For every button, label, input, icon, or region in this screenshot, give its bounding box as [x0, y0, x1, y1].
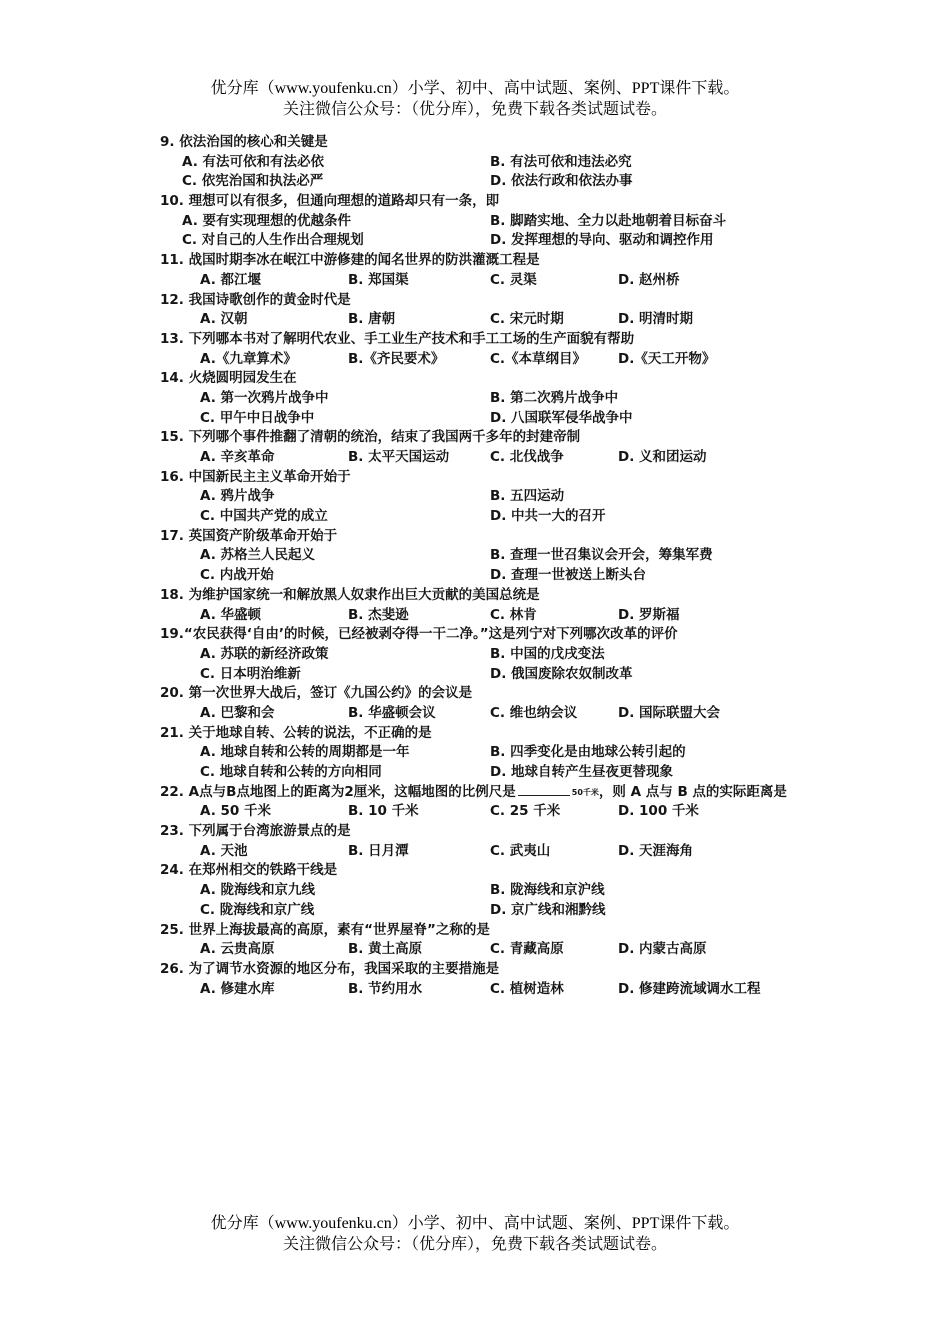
answer-option: B. 太平天国运动: [348, 449, 450, 465]
answer-option: A. 苏联的新经济政策: [200, 645, 329, 662]
answer-option: B. 脚踏实地、全力以赴地朝着目标奋斗: [490, 212, 727, 229]
option-row: [160, 645, 840, 665]
answer-option: D. 中共一大的召开: [490, 508, 606, 525]
option-row: [160, 566, 840, 586]
answer-option: C.《本草纲目》: [490, 350, 587, 367]
option-row: [160, 310, 840, 330]
question-stem: 9. 依法治国的核心和关键是: [160, 134, 328, 150]
option-row: [160, 507, 840, 527]
option-row: [160, 842, 840, 862]
option-row: [160, 743, 840, 763]
option-row: [160, 448, 840, 468]
option-row: [160, 881, 840, 901]
question-stem: 25. 世界上海拔最高的高原，素有“世界屋脊”之称的是: [160, 921, 490, 938]
answer-option: C. 中国共产党的成立: [200, 508, 328, 525]
question-item: [160, 428, 840, 467]
scale-bar: [518, 787, 570, 796]
question-item: [160, 960, 840, 999]
answer-option: B. 杰斐逊: [348, 606, 409, 623]
header-line-2: 关注微信公众号：（优分库），免费下载各类试题试卷。: [282, 101, 667, 118]
answer-option: D. 天涯海角: [618, 842, 694, 859]
question-stem: 12. 我国诗歌创作的黄金时代是: [160, 291, 351, 308]
question-stem: 16. 中国新民主主义革命开始于: [160, 468, 351, 485]
option-row: [160, 802, 840, 822]
answer-option: D. 内蒙古高原: [618, 941, 707, 958]
option-row: [160, 665, 840, 685]
question-item: [160, 192, 840, 251]
answer-option: B. 五四运动: [490, 488, 565, 505]
option-row: [160, 940, 840, 960]
answer-option: D. 罗斯福: [618, 606, 680, 623]
answer-option: C. 地球自转和公转的方向相同: [200, 764, 382, 780]
answer-option: A. 苏格兰人民起义: [200, 547, 316, 564]
answer-option: A. 鸦片战争: [200, 488, 275, 505]
answer-option: B. 中国的戊戌变法: [490, 645, 605, 662]
answer-option: C. 内战开始: [200, 567, 274, 584]
answer-option: D. 国际联盟大会: [618, 704, 721, 721]
question-stem: 20. 第一次世界大战后，签订《九国公约》的会议是: [160, 685, 473, 702]
option-row: [160, 546, 840, 566]
answer-option: A. 华盛顿: [200, 606, 262, 623]
option-row: [160, 389, 840, 409]
option-row: [160, 487, 840, 507]
option-row: [160, 271, 840, 291]
answer-option: D. 依法行政和依法办事: [490, 173, 633, 190]
question-item: [160, 724, 840, 783]
footer-line-2: 关注微信公众号：（优分库），免费下载各类试题试卷。: [282, 1236, 667, 1253]
question-item: [160, 783, 840, 822]
answer-option: D. 八国联军侵华战争中: [490, 409, 633, 426]
option-row: [160, 409, 840, 429]
answer-option: A. 有法可依和有法必依: [182, 153, 325, 170]
question-stem-tail: ，则 A 点与 B 点的实际距离是: [598, 783, 787, 800]
answer-option: C. 青藏高原: [490, 941, 564, 958]
scale-label: 50千米: [571, 787, 599, 797]
answer-option: D. 发挥理想的导向、驱动和调控作用: [490, 232, 714, 249]
answer-option: C. 依宪治国和执法必严: [182, 173, 324, 190]
answer-option: D. 查理一世被送上断头台: [490, 567, 647, 584]
question-item: [160, 251, 840, 290]
answer-option: D. 100 千米: [618, 803, 699, 820]
answer-option: C. 宋元时期: [490, 311, 564, 328]
answer-option: A. 地球自转和公转的周期都是一年: [200, 744, 410, 761]
answer-option: D. 义和团运动: [618, 449, 707, 465]
answer-option: A. 都江堰: [200, 271, 262, 288]
answer-option: A. 第一次鸦片战争中: [200, 389, 329, 406]
answer-option: B. 节约用水: [348, 980, 423, 997]
question-item: [160, 291, 840, 330]
answer-option: C. 植树造林: [490, 980, 564, 997]
question-stem: 23. 下列属于台湾旅游景点的是: [160, 823, 351, 840]
answer-option: C. 陇海线和京广线: [200, 901, 315, 918]
answer-option: B. 四季变化是由地球公转引起的: [490, 744, 686, 761]
answer-option: C. 林肯: [490, 606, 537, 623]
answer-option: B. 陇海线和京沪线: [490, 882, 605, 899]
question-stem: 21. 关于地球自转、公转的说法，不正确的是: [160, 724, 432, 741]
answer-option: A. 50 千米: [200, 803, 272, 820]
question-stem: 19.“农民获得‘自由’的时候，已经被剥夺得一干二净。”这是列宁对下列哪次改革的评价: [160, 626, 678, 643]
option-row: [160, 172, 840, 192]
answer-option: D.《天工开物》: [618, 350, 716, 367]
answer-option: B.《齐民要术》: [348, 350, 445, 367]
option-row: [160, 901, 840, 921]
question-stem: 14. 火烧圆明园发生在: [160, 370, 297, 387]
answer-option: B. 日月潭: [348, 842, 409, 859]
answer-option: C. 对自己的人生作出合理规划: [182, 232, 364, 249]
answer-option: B. 黄土高原: [348, 941, 423, 958]
footer-line-1: 优分库（www.youfenku.cn）小学、初中、高中试题、案例、PPT课件下载。: [210, 1215, 740, 1232]
question-list: [160, 133, 840, 999]
answer-option: C. 日本明治维新: [200, 665, 301, 682]
question-stem: 13. 下列哪本书对了解明代农业、手工业生产技术和手工工场的生产面貌有帮助: [160, 330, 635, 347]
answer-option: B. 有法可依和违法必究: [490, 153, 632, 170]
answer-option: A. 云贵高原: [200, 941, 275, 958]
answer-option: C. 维也纳会议: [490, 704, 578, 721]
answer-option: B. 10 千米: [348, 803, 419, 820]
question-stem: 24. 在郑州相交的铁路干线是: [160, 862, 338, 879]
answer-option: C. 25 千米: [490, 803, 561, 820]
question-item: [160, 586, 840, 625]
answer-option: A. 辛亥革命: [200, 449, 275, 465]
answer-option: D. 京广线和湘黔线: [490, 901, 606, 918]
page-footer: [0, 1213, 950, 1255]
answer-option: D. 赵州桥: [618, 271, 680, 288]
question-stem: 17. 英国资产阶级革命开始于: [160, 527, 338, 544]
question-stem: 18. 为维护国家统一和解放黑人奴隶作出巨大贡献的美国总统是: [160, 586, 540, 603]
option-row: [160, 231, 840, 251]
answer-option: B. 第二次鸦片战争中: [490, 389, 619, 406]
question-item: [160, 468, 840, 527]
answer-option: C. 北伐战争: [490, 449, 564, 465]
question-item: [160, 625, 840, 684]
question-item: [160, 921, 840, 960]
question-item: [160, 684, 840, 723]
option-row: [160, 606, 840, 626]
answer-option: A. 修建水库: [200, 980, 275, 997]
question-item: [160, 527, 840, 586]
page-header: [0, 78, 950, 120]
question-stem: [160, 783, 840, 803]
answer-option: B. 华盛顿会议: [348, 704, 436, 721]
answer-option: A. 天池: [200, 842, 248, 859]
answer-option: A.《九章算术》: [200, 350, 297, 367]
answer-option: D. 俄国废除农奴制改革: [490, 665, 633, 682]
question-item: [160, 369, 840, 428]
answer-option: C. 武夷山: [490, 842, 551, 859]
answer-option: D. 明清时期: [618, 311, 694, 328]
question-stem: 11. 战国时期李冰在岷江中游修建的闻名世界的防洪灌溉工程是: [160, 252, 540, 269]
answer-option: A. 陇海线和京九线: [200, 882, 316, 899]
answer-option: A. 巴黎和会: [200, 704, 275, 721]
question-item: [160, 822, 840, 861]
answer-option: B. 唐朝: [348, 311, 396, 328]
answer-option: D. 修建跨流域调水工程: [618, 980, 761, 997]
answer-option: B. 郑国渠: [348, 271, 409, 288]
question-stem: 15. 下列哪个事件推翻了清朝的统治，结束了我国两千多年的封建帝制: [160, 429, 581, 446]
option-row: [160, 153, 840, 173]
header-line-1: 优分库（www.youfenku.cn）小学、初中、高中试题、案例、PPT课件下载。: [210, 80, 740, 97]
question-item: [160, 861, 840, 920]
answer-option: A. 要有实现理想的优越条件: [182, 212, 352, 229]
option-row: [160, 350, 840, 370]
option-row: [160, 763, 840, 783]
answer-option: D. 地球自转产生昼夜更替现象: [490, 764, 674, 780]
option-row: [160, 980, 840, 1000]
option-row: [160, 212, 840, 232]
option-row: [160, 704, 840, 724]
answer-option: B. 查理一世召集议会开会，筹集军费: [490, 547, 713, 564]
question-stem: 10. 理想可以有很多，但通向理想的道路却只有一条，即: [160, 193, 500, 210]
question-item: [160, 330, 840, 369]
answer-option: C. 甲午中日战争中: [200, 409, 315, 426]
answer-option: C. 灵渠: [490, 271, 537, 288]
answer-option: A. 汉朝: [200, 311, 248, 328]
question-item: [160, 133, 840, 192]
question-stem-text: 22. A点与B点地图上的距离为2厘米，这幅地图的比例尺是: [160, 783, 516, 800]
question-stem: 26. 为了调节水资源的地区分布，我国采取的主要措施是: [160, 960, 500, 977]
